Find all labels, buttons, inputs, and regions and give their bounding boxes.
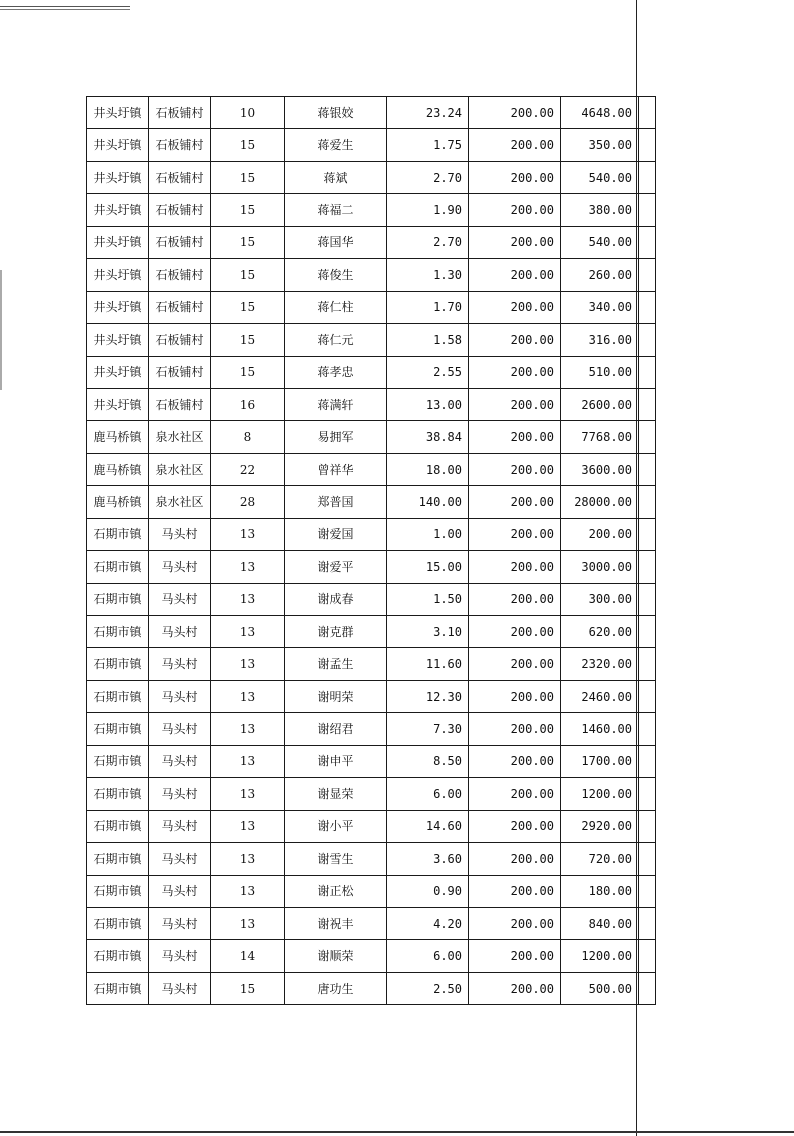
cell-area: 1.30 [387,259,469,291]
table-row [87,972,656,1004]
cell-group: 13 [211,583,285,615]
cell-town: 石期市镇 [87,713,149,745]
table-row [87,616,656,648]
cell-village: 泉水社区 [149,421,211,453]
cell-town: 井头圩镇 [87,356,149,388]
cell-group: 15 [211,194,285,226]
cell-area: 12.30 [387,680,469,712]
cell-area: 3.60 [387,843,469,875]
cell-town: 石期市镇 [87,810,149,842]
cell-area: 2.70 [387,161,469,193]
cell-name: 蒋俊生 [285,259,387,291]
cell-rate: 200.00 [469,388,561,420]
cell-area: 6.00 [387,778,469,810]
cell-rate: 200.00 [469,843,561,875]
cell-group: 13 [211,518,285,550]
cell-village: 马头村 [149,583,211,615]
cell-blank [639,518,656,550]
cell-area: 7.30 [387,713,469,745]
cell-name: 蒋银姣 [285,97,387,129]
table-row [87,810,656,842]
cell-blank [639,388,656,420]
cell-town: 石期市镇 [87,940,149,972]
cell-rate: 200.00 [469,226,561,258]
cell-village: 泉水社区 [149,486,211,518]
cell-blank [639,616,656,648]
cell-town: 石期市镇 [87,583,149,615]
cell-name: 曾祥华 [285,453,387,485]
cell-area: 13.00 [387,388,469,420]
cell-rate: 200.00 [469,616,561,648]
cell-town: 石期市镇 [87,843,149,875]
table-row [87,161,656,193]
cell-area: 140.00 [387,486,469,518]
cell-rate: 200.00 [469,356,561,388]
cell-village: 石板铺村 [149,226,211,258]
cell-rate: 200.00 [469,551,561,583]
cell-blank [639,648,656,680]
cell-rate: 200.00 [469,972,561,1004]
cell-blank [639,713,656,745]
cell-town: 井头圩镇 [87,161,149,193]
cell-group: 13 [211,551,285,583]
cell-group: 15 [211,291,285,323]
cell-town: 石期市镇 [87,616,149,648]
table-row [87,875,656,907]
scan-artifact-line [0,6,130,7]
cell-area: 23.24 [387,97,469,129]
cell-rate: 200.00 [469,453,561,485]
cell-name: 谢克群 [285,616,387,648]
cell-area: 4.20 [387,907,469,939]
cell-town: 石期市镇 [87,745,149,777]
cell-group: 13 [211,875,285,907]
cell-name: 易拥军 [285,421,387,453]
cell-amount: 340.00 [561,291,639,323]
cell-village: 马头村 [149,518,211,550]
cell-area: 18.00 [387,453,469,485]
cell-name: 蒋斌 [285,161,387,193]
table-row [87,324,656,356]
cell-village: 马头村 [149,616,211,648]
cell-village: 马头村 [149,810,211,842]
cell-rate: 200.00 [469,161,561,193]
cell-group: 13 [211,680,285,712]
cell-name: 蒋福二 [285,194,387,226]
cell-name: 蒋孝忠 [285,356,387,388]
cell-area: 38.84 [387,421,469,453]
cell-area: 1.70 [387,291,469,323]
cell-town: 井头圩镇 [87,324,149,356]
cell-amount: 260.00 [561,259,639,291]
table-row [87,129,656,161]
cell-rate: 200.00 [469,259,561,291]
cell-blank [639,421,656,453]
cell-area: 2.55 [387,356,469,388]
cell-name: 谢显荣 [285,778,387,810]
cell-rate: 200.00 [469,907,561,939]
cell-blank [639,551,656,583]
cell-amount: 380.00 [561,194,639,226]
table-row [87,680,656,712]
cell-group: 13 [211,810,285,842]
cell-amount: 840.00 [561,907,639,939]
cell-blank [639,129,656,161]
cell-group: 15 [211,356,285,388]
cell-blank [639,680,656,712]
cell-amount: 1460.00 [561,713,639,745]
cell-name: 谢祝丰 [285,907,387,939]
cell-amount: 180.00 [561,875,639,907]
cell-village: 马头村 [149,875,211,907]
table-row [87,648,656,680]
cell-group: 15 [211,161,285,193]
table-row [87,356,656,388]
cell-amount: 1700.00 [561,745,639,777]
cell-name: 谢爱平 [285,551,387,583]
cell-town: 鹿马桥镇 [87,421,149,453]
table-row [87,453,656,485]
cell-town: 石期市镇 [87,551,149,583]
cell-town: 石期市镇 [87,972,149,1004]
cell-rate: 200.00 [469,291,561,323]
cell-town: 井头圩镇 [87,388,149,420]
cell-area: 0.90 [387,875,469,907]
cell-group: 15 [211,259,285,291]
cell-village: 马头村 [149,843,211,875]
cell-name: 蒋仁元 [285,324,387,356]
cell-amount: 500.00 [561,972,639,1004]
cell-town: 井头圩镇 [87,97,149,129]
subsidy-ledger-table [86,96,656,1005]
cell-village: 马头村 [149,972,211,1004]
cell-blank [639,161,656,193]
table-row [87,388,656,420]
cell-village: 马头村 [149,907,211,939]
cell-rate: 200.00 [469,518,561,550]
cell-area: 1.00 [387,518,469,550]
cell-amount: 3600.00 [561,453,639,485]
cell-blank [639,226,656,258]
cell-area: 2.70 [387,226,469,258]
cell-area: 1.58 [387,324,469,356]
cell-blank [639,907,656,939]
cell-area: 2.50 [387,972,469,1004]
cell-name: 谢孟生 [285,648,387,680]
cell-amount: 1200.00 [561,778,639,810]
cell-amount: 510.00 [561,356,639,388]
cell-village: 马头村 [149,551,211,583]
cell-village: 石板铺村 [149,356,211,388]
cell-name: 谢成春 [285,583,387,615]
table-row [87,226,656,258]
cell-rate: 200.00 [469,486,561,518]
table-row [87,518,656,550]
table-row [87,194,656,226]
cell-group: 22 [211,453,285,485]
cell-name: 谢顺荣 [285,940,387,972]
cell-area: 1.90 [387,194,469,226]
cell-rate: 200.00 [469,324,561,356]
cell-name: 谢正松 [285,875,387,907]
cell-town: 石期市镇 [87,907,149,939]
cell-amount: 7768.00 [561,421,639,453]
cell-rate: 200.00 [469,745,561,777]
cell-area: 3.10 [387,616,469,648]
cell-village: 马头村 [149,713,211,745]
cell-rate: 200.00 [469,940,561,972]
cell-group: 14 [211,940,285,972]
cell-village: 马头村 [149,680,211,712]
cell-blank [639,583,656,615]
cell-blank [639,843,656,875]
cell-town: 石期市镇 [87,648,149,680]
table-row [87,551,656,583]
table-row [87,486,656,518]
cell-rate: 200.00 [469,875,561,907]
cell-town: 井头圩镇 [87,259,149,291]
cell-group: 13 [211,745,285,777]
cell-rate: 200.00 [469,583,561,615]
cell-name: 蒋仁柱 [285,291,387,323]
cell-group: 8 [211,421,285,453]
cell-town: 井头圩镇 [87,291,149,323]
cell-rate: 200.00 [469,129,561,161]
cell-rate: 200.00 [469,97,561,129]
cell-blank [639,810,656,842]
cell-village: 马头村 [149,745,211,777]
cell-town: 井头圩镇 [87,129,149,161]
cell-area: 1.75 [387,129,469,161]
cell-blank [639,324,656,356]
cell-name: 谢小平 [285,810,387,842]
cell-group: 13 [211,648,285,680]
cell-amount: 1200.00 [561,940,639,972]
scan-artifact-left-mark [0,270,2,390]
cell-rate: 200.00 [469,680,561,712]
cell-rate: 200.00 [469,194,561,226]
cell-rate: 200.00 [469,421,561,453]
cell-blank [639,745,656,777]
cell-town: 鹿马桥镇 [87,486,149,518]
cell-village: 马头村 [149,648,211,680]
cell-village: 石板铺村 [149,97,211,129]
cell-area: 11.60 [387,648,469,680]
cell-amount: 2600.00 [561,388,639,420]
table-row [87,778,656,810]
scan-artifact-line [0,9,130,10]
cell-village: 石板铺村 [149,194,211,226]
cell-amount: 2460.00 [561,680,639,712]
cell-group: 15 [211,972,285,1004]
cell-area: 15.00 [387,551,469,583]
cell-rate: 200.00 [469,713,561,745]
cell-blank [639,778,656,810]
cell-amount: 3000.00 [561,551,639,583]
cell-blank [639,291,656,323]
cell-group: 15 [211,324,285,356]
cell-town: 石期市镇 [87,778,149,810]
cell-amount: 2920.00 [561,810,639,842]
cell-blank [639,356,656,388]
cell-blank [639,194,656,226]
cell-group: 13 [211,713,285,745]
cell-area: 1.50 [387,583,469,615]
cell-group: 13 [211,778,285,810]
cell-village: 石板铺村 [149,388,211,420]
cell-group: 13 [211,843,285,875]
cell-amount: 540.00 [561,161,639,193]
cell-town: 石期市镇 [87,680,149,712]
cell-village: 石板铺村 [149,129,211,161]
table-row [87,259,656,291]
cell-village: 石板铺村 [149,324,211,356]
cell-amount: 200.00 [561,518,639,550]
cell-blank [639,97,656,129]
table-row [87,907,656,939]
cell-name: 蒋满轩 [285,388,387,420]
cell-rate: 200.00 [469,778,561,810]
cell-name: 蒋爱生 [285,129,387,161]
cell-village: 马头村 [149,940,211,972]
cell-blank [639,486,656,518]
cell-rate: 200.00 [469,648,561,680]
cell-village: 石板铺村 [149,161,211,193]
cell-group: 15 [211,129,285,161]
cell-amount: 316.00 [561,324,639,356]
cell-town: 石期市镇 [87,518,149,550]
cell-area: 14.60 [387,810,469,842]
cell-rate: 200.00 [469,810,561,842]
cell-amount: 350.00 [561,129,639,161]
cell-area: 6.00 [387,940,469,972]
cell-group: 10 [211,97,285,129]
cell-amount: 720.00 [561,843,639,875]
cell-group: 13 [211,616,285,648]
cell-amount: 28000.00 [561,486,639,518]
table-row [87,291,656,323]
cell-amount: 300.00 [561,583,639,615]
cell-name: 谢明荣 [285,680,387,712]
cell-village: 石板铺村 [149,291,211,323]
cell-name: 郑普国 [285,486,387,518]
cell-village: 马头村 [149,778,211,810]
cell-amount: 540.00 [561,226,639,258]
cell-amount: 2320.00 [561,648,639,680]
cell-area: 8.50 [387,745,469,777]
cell-name: 唐功生 [285,972,387,1004]
table-row [87,745,656,777]
cell-group: 15 [211,226,285,258]
ledger-body [87,97,656,1005]
table-row [87,713,656,745]
scan-artifact-bottom-line [0,1131,794,1133]
cell-group: 28 [211,486,285,518]
cell-group: 16 [211,388,285,420]
table-row [87,97,656,129]
cell-name: 谢申平 [285,745,387,777]
cell-name: 谢爱国 [285,518,387,550]
cell-blank [639,259,656,291]
cell-group: 13 [211,907,285,939]
cell-name: 蒋国华 [285,226,387,258]
cell-name: 谢绍君 [285,713,387,745]
cell-town: 石期市镇 [87,875,149,907]
cell-amount: 4648.00 [561,97,639,129]
cell-town: 井头圩镇 [87,194,149,226]
cell-blank [639,972,656,1004]
table-row [87,583,656,615]
table-row [87,843,656,875]
table-row [87,421,656,453]
table-row [87,940,656,972]
cell-blank [639,875,656,907]
cell-town: 鹿马桥镇 [87,453,149,485]
cell-town: 井头圩镇 [87,226,149,258]
cell-amount: 620.00 [561,616,639,648]
cell-village: 泉水社区 [149,453,211,485]
cell-blank [639,940,656,972]
cell-name: 谢雪生 [285,843,387,875]
cell-blank [639,453,656,485]
cell-village: 石板铺村 [149,259,211,291]
